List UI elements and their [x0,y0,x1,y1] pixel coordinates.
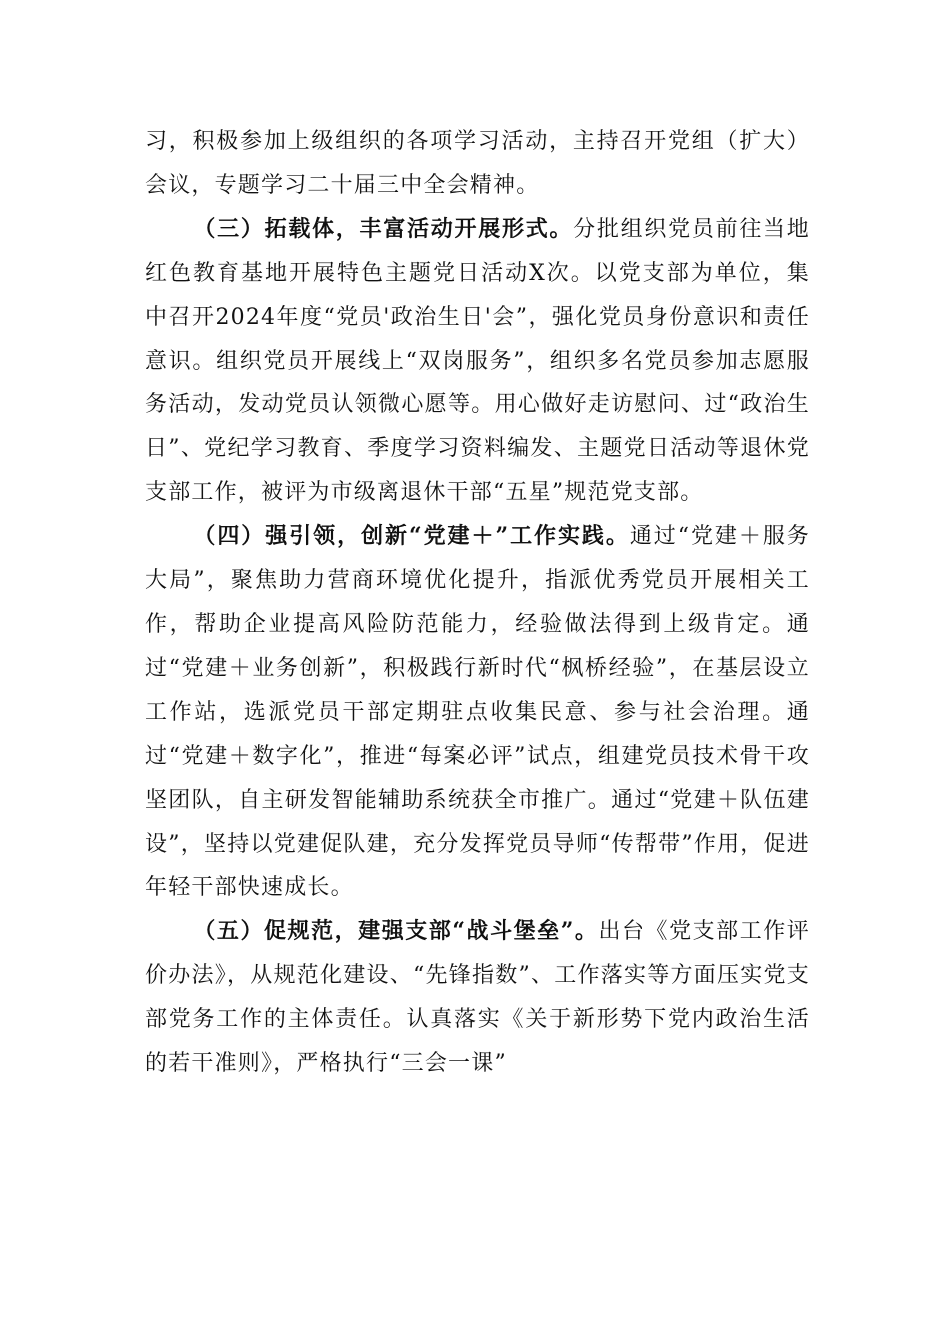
paragraph-text: 分批组织党员前往当地红色教育基地开展特色主题党日活动X次。以党支部为单位，集中召开2024年度“党员'政治生日'会”，强化党员身份意识和责任意识。组织党员开展线上“双岗服务”，组织多名党员参加志愿服务活动，发动党员认领微心愿等。用心做好走访慰问、过“政治生日”、党纪学习教育、季度学习资料编发、主题党日活动等退休党支部工作，被评为市级离退休干部“五星”规范党支部。 [145,216,810,506]
paragraph-section-3 [145,208,810,515]
paragraph-text: 通过“党建＋服务大局”，聚焦助力营商环境优化提升，指派优秀党员开展相关工作，帮助企业提高风险防范能力，经验做法得到上级肯定。通过“党建＋业务创新”，积极践行新时代“枫桥经验”，在基层设立工作站，选派党员干部定期驻点收集民意、参与社会治理。通过“党建＋数字化”，推进“每案必评”试点，组建党员技术骨干攻坚团队，自主研发智能辅助系统获全市推广。通过“党建＋队伍建设”，坚持以党建促队建，充分发挥党员导师“传帮带”作用，促进年轻干部快速成长。 [145,524,810,901]
paragraph-text: 出台《党支部工作评价办法》，从规范化建设、“先锋指数”、工作落实等方面压实党支部党务工作的主体责任。认真落实《关于新形势下党内政治生活的若干准则》，严格执行“三会一课” [145,919,810,1077]
paragraph-section-5 [145,910,810,1086]
paragraph-text: 习，积极参加上级组织的各项学习活动，主持召开党组（扩大）会议，专题学习二十届三中全会精神。 [145,129,810,198]
paragraph-continuation [145,120,810,208]
section-heading: （五）促规范，建强支部“战斗堡垒”。 [193,918,599,945]
paragraph-section-4 [145,515,810,910]
document-body [145,120,810,1086]
section-heading: （三）拓载体，丰富活动开展形式。 [193,215,574,242]
section-heading: （四）强引领，创新“党建＋”工作实践。 [193,523,630,550]
